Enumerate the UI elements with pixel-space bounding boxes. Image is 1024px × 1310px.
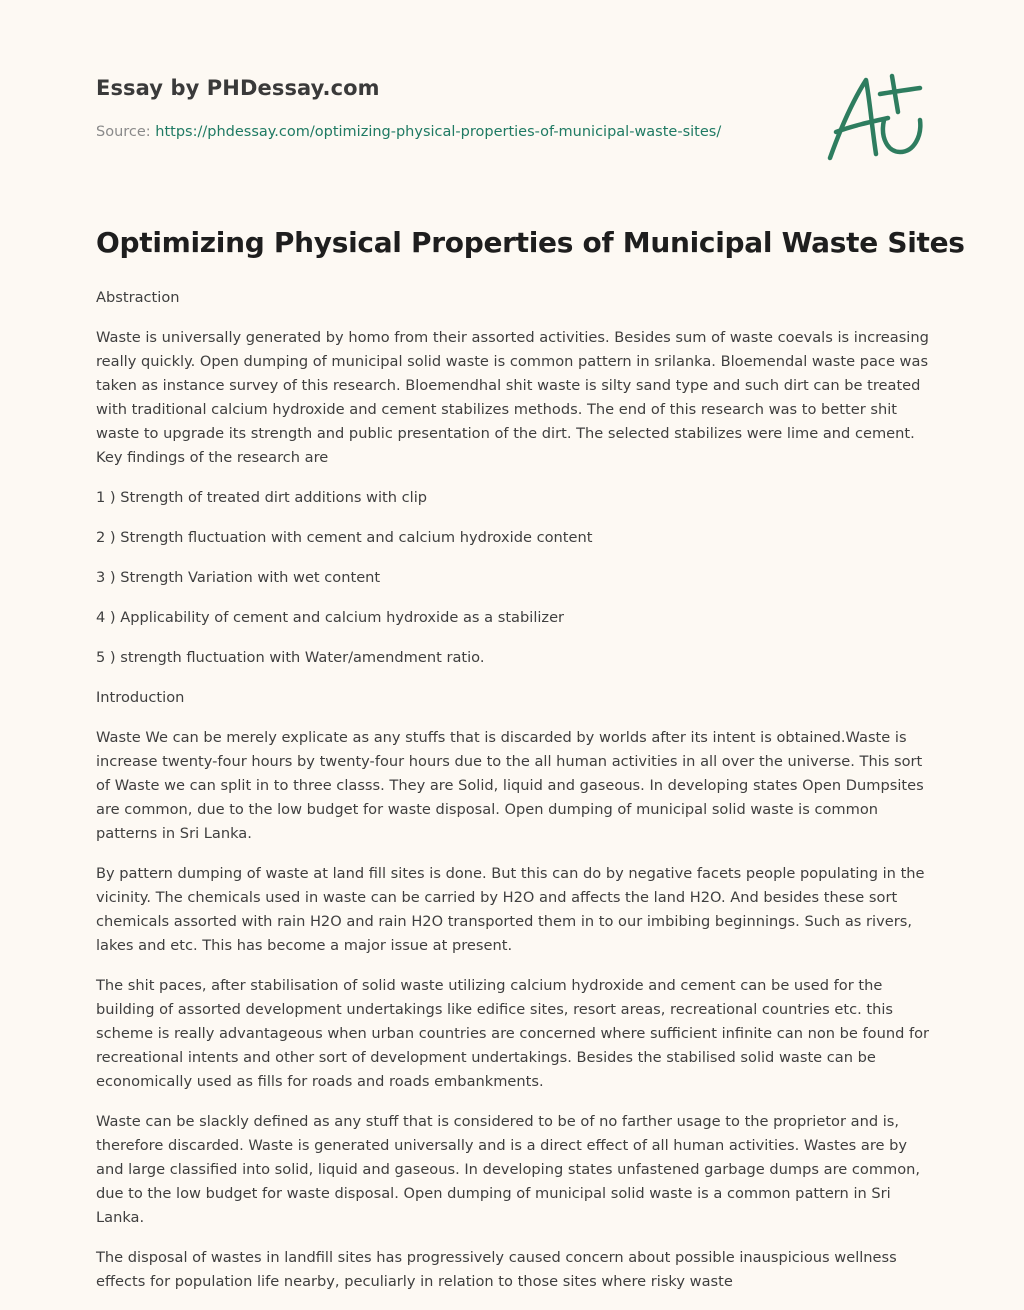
list-item: 1 ) Strength of treated dirt additions with clip xyxy=(96,489,428,506)
paragraph-abstract-heading: Abstraction xyxy=(96,289,180,306)
paragraph: The shit paces, after stabilisation of solid waste utilizing calcium hydroxide and cement can be used for the building of assorted development undertakings like edifice sites, resort areas, recreational countries etc. this scheme is really advantageous when urban countries are concerned where sufficient infinite can non be found for recreational intents and other sort of development undertakings. Besides the stabilised solid waste can be economically used as fills for roads and roads embankments. xyxy=(96,977,930,1090)
essay-body xyxy=(96,286,932,1310)
paragraph: By pattern dumping of waste at land fill sites is done. But this can do by negative facets people populating in the vicinity. The chemicals used in waste can be carried by H2O and affects the land H2O. And besides these sort chemicals assorted with rain H2O and rain H2O transported them in to our imbibing beginnings. Such as rivers, lakes and etc. This has become a major issue at present. xyxy=(96,865,925,954)
essay-title: Optimizing Physical Properties of Municipal Waste Sites xyxy=(96,226,965,259)
source-label: Source: xyxy=(96,124,151,140)
a-plus-logo-icon xyxy=(822,68,928,164)
paragraph: Waste is universally generated by homo from their assorted activities. Besides sum of waste coevals is increasing really quickly. Open dumping of municipal solid waste is common pattern in srilanka. Bloemendal waste pace was taken as instance survey of this research. Bloemendhal shit waste is silty sand type and such dirt can be treated with traditional calcium hydroxide and cement stabilizes methods. The end of this research was to better shit waste to upgrade its strength and public presentation of the dirt. The selected stabilizes were lime and cement. Key findings of the research are xyxy=(96,329,929,466)
list-item: 3 ) Strength Variation with wet content xyxy=(96,569,381,586)
paragraph: The disposal of wastes in landfill sites has progressively caused concern about possible inauspicious wellness effects for population life nearby, peculiarly in relation to those sites where risky waste xyxy=(96,1249,897,1290)
paragraph: Waste can be slackly defined as any stuff that is considered to be of no farther usage to the proprietor and is, therefore discarded. Waste is generated universally and is a direct effect of all human activities. Wastes are by and large classified into solid, liquid and gaseous. In developing states unfastened garbage dumps are common, due to the low budget for waste disposal. Open dumping of municipal solid waste is a common pattern in Sri Lanka. xyxy=(96,1113,921,1226)
paragraph-introduction-heading: Introduction xyxy=(96,689,185,706)
brand-title: Essay by PHDessay.com xyxy=(96,76,380,100)
source-line xyxy=(96,124,721,140)
paragraph: Waste We can be merely explicate as any stuffs that is discarded by worlds after its intent is obtained.Waste is increase twenty-four hours by twenty-four hours due to the all human activities in all over the universe. This sort of Waste we can split in to three classs. They are Solid, liquid and gaseous. In developing states Open Dumpsites are common, due to the low budget for waste disposal. Open dumping of municipal solid waste is common patterns in Sri Lanka. xyxy=(96,729,924,842)
source-link[interactable]: https://phdessay.com/optimizing-physical-properties-of-municipal-waste-sites/ xyxy=(155,124,722,140)
list-item: 2 ) Strength fluctuation with cement and calcium hydroxide content xyxy=(96,529,593,546)
list-item: 4 ) Applicability of cement and calcium hydroxide as a stabilizer xyxy=(96,609,565,626)
list-item: 5 ) strength fluctuation with Water/amendment ratio. xyxy=(96,649,485,666)
